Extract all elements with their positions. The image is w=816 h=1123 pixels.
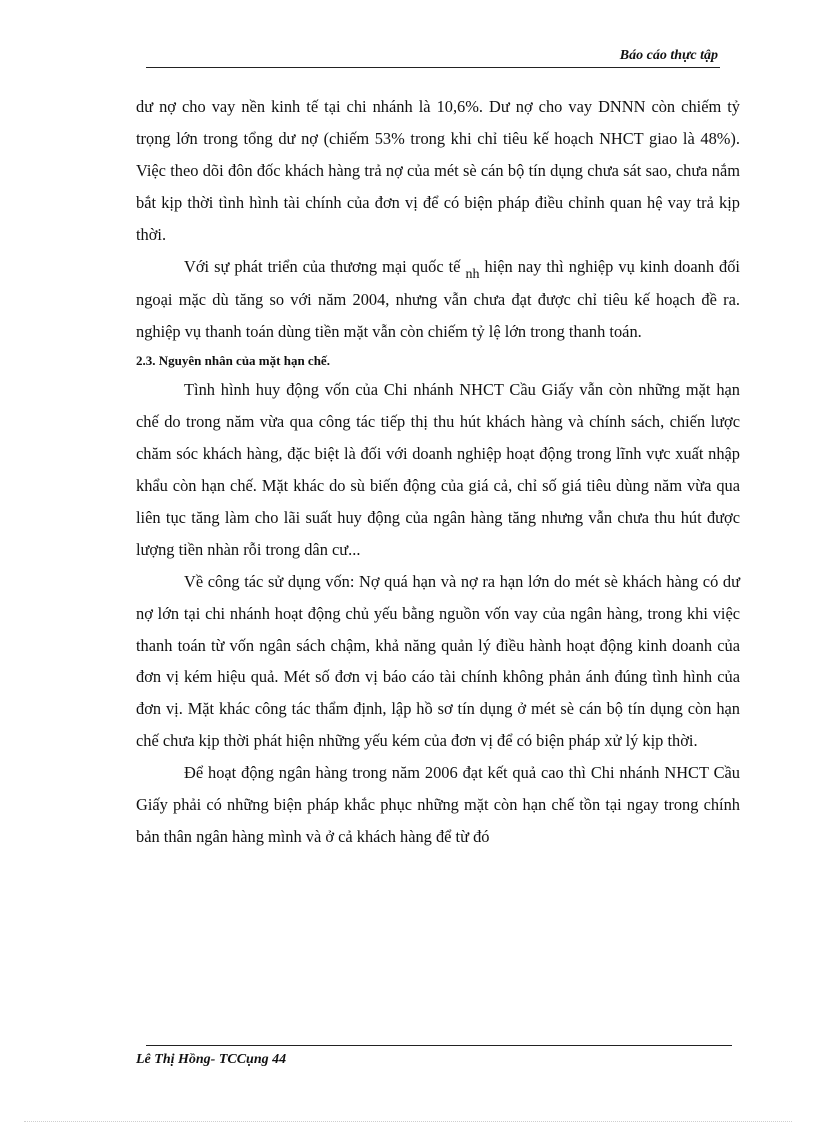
paragraph-text-end: hiện nay thì nghiệp vụ kinh doanh đối ngoại mặc dù tăng so với năm 2004, nhưng vẫn chưa đạt được chỉ tiêu kế hoạch đề ra. nghiệp vụ thanh toán dùng tiền mặt vẫn còn chiếm tỷ lệ lớn trong thanh toán. xyxy=(136,256,740,342)
paragraph-capital-mobilization: Tình hình huy động vốn của Chi nhánh NHCT Cầu Giấy vẫn còn những mặt hạn chế do trong năm vừa qua công tác tiếp thị thu hút khách hàng và chính sách, chiến lược chăm sóc khách hàng, đặc biệt là đối với doanh nghiệp hoạt động trong lĩnh vực xuất nhập khẩu còn hạn chế. Mặt khác do sù biến động của giá cả, chỉ số giá tiêu dùng năm vừa qua liên tục tăng làm cho lãi suất huy động của ngân hàng tăng nhưng vẫn chưa thu hút được lượng tiền nhàn rỗi trong dân cư... xyxy=(136,380,740,559)
page-bottom-edge xyxy=(24,1121,792,1122)
paragraph-2006-plan: Để hoạt động ngân hàng trong năm 2006 đạt kết quả cao thì Chi nhánh NHCT Cầu Giấy phải có những biện pháp khắc phục những mặt còn hạn chế tồn tại ngay trong chính bản thân ngân hàng mình và ở cả khách hàng để từ đó xyxy=(136,763,740,846)
paragraph-loan-balance: dư nợ cho vay nền kinh tế tại chi nhánh là 10,6%. Dư nợ cho vay DNNN còn chiếm tỷ trọng lớn trong tổng dư nợ (chiếm 53% trong khi chỉ tiêu kế hoạch NHCT giao là 48%). Việc theo dõi đôn đốc khách hàng trả nợ của mét sè cán bộ tín dụng chưa sát sao, chưa nắm bắt kịp thời tình hình tài chính của đơn vị để có biện pháp điều chỉnh quan hệ vay trả kịp thời. xyxy=(136,97,740,244)
paragraph-capital-usage: Về công tác sử dụng vốn: Nợ quá hạn và nợ ra hạn lớn do mét sè khách hàng có dư nợ lớn tại chi nhánh hoạt động chủ yếu bằng nguồn vốn vay của ngân hàng, trong khi việc thanh toán từ vốn ngân sách chậm, khả năng quản lý điều hành hoạt động kinh doanh của đơn vị kém hiệu quả. Mét số đơn vị báo cáo tài chính không phản ánh đúng tình hình của đơn vị. Mặt khác công tác thẩm định, lập hồ sơ tín dụng ở mét sè cán bộ tín dụng còn hạn chế chưa kịp thời phát hiện những yếu kém của đơn vị để có biện pháp xử lý kịp thời. xyxy=(136,571,740,751)
header-divider xyxy=(146,67,720,68)
report-header-title: Báo cáo thực tập xyxy=(619,48,718,63)
paragraph-international-trade xyxy=(136,251,740,349)
footer-divider xyxy=(146,1045,732,1046)
footer-author: Lê Thị Hồng- TCCụng 44 xyxy=(136,1052,287,1067)
paragraph-text-start: Với sự phát triển của thương mại quốc tế xyxy=(184,256,466,276)
stray-subscript-text: nh xyxy=(465,266,480,282)
document-body xyxy=(136,91,740,853)
section-heading: 2.3. Nguyên nhân của mặt hạn chế. xyxy=(136,353,330,369)
